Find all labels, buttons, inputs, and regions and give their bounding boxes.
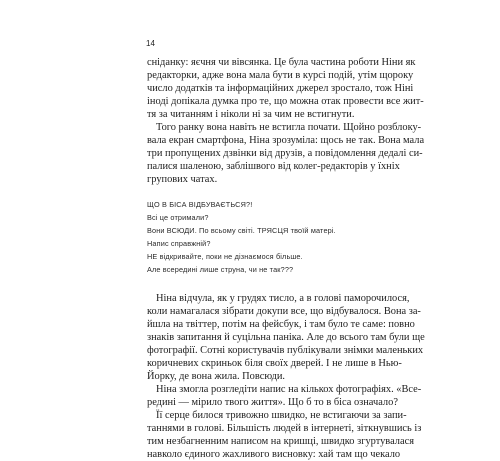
chat-message: Вони ВСЮДИ. По всьому світі. ТРЯСЦЯ твоїй матері. <box>147 226 336 235</box>
text-line: тим незбагненним написом на кришці, швидко згуртувалася <box>147 436 414 447</box>
text-line: сніданку: яєчня чи вівсянка. Це була частина роботи Ніни як <box>147 57 416 68</box>
text-line: редині — мірило твого життя». Що б то в біса означало? <box>147 397 398 408</box>
text-line: палися шаленою, заблішвого від колег-редакторів у їхніх <box>147 161 400 172</box>
chat-message: НЕ відкривайте, поки не дізнаємося більше. <box>147 252 303 261</box>
chat-message: ЩО В БІСА ВІДБУВАЄТЬСЯ?! <box>147 200 253 209</box>
text-line: три пропущених дзвінки від друзів, а повідомлення дедалі си- <box>147 148 423 159</box>
text-line: іноді допікала думка про те, що можна отак провести все жит- <box>147 96 424 107</box>
text-line: коричневих скриньок біля своїх дверей. І не лише в Нью- <box>147 358 402 369</box>
text-line: Ніна змогла розгледіти напис на кількох фотографіях. «Все- <box>156 384 422 395</box>
text-line: йшла на твіттер, потім на фейсбук, і там було те саме: повно <box>147 319 415 330</box>
text-line: редакторки, адже вона мала бути в курсі подій, утім щороку <box>147 70 414 81</box>
chat-message: Всі це отримали? <box>147 213 209 222</box>
chat-message: Але всередині лише струна, чи не так??? <box>147 265 294 274</box>
text-line: групових чатах. <box>147 174 218 185</box>
text-line: навколо єдиного жахливого висновку: хай там що чекало <box>147 449 401 460</box>
text-line: вала екран смартфона, Ніна зрозуміла: щось не так. Вона мала <box>147 135 425 146</box>
text-line: число додатків та інформаційних джерел зростало, тож Ніні <box>147 83 414 94</box>
text-line: коли намагалася зібрати докупи все, що відбувалося. Вона за- <box>147 306 421 317</box>
text-line: Йорку, де вона жила. Повсюди. <box>147 371 286 382</box>
page-number: 14 <box>146 39 155 48</box>
text-line: фотографії. Сотні користувачів публікували знімки маленьких <box>147 345 424 356</box>
chat-message: Напис справжній? <box>147 239 211 248</box>
text-line: Ніна відчула, як у грудях тисло, а в голові паморочилося, <box>156 293 410 304</box>
text-line: Її серце билося тривожно швидко, не встигаючи за запи- <box>156 410 407 421</box>
text-line: тя за читанням і ніколи ні за чим не встигнути. <box>147 109 355 120</box>
text-line: Того ранку вона навіть не встигла почати. Щойно розблоку- <box>156 122 422 133</box>
text-line: знаків запитання й суцільна паніка. Але до всього там були ще <box>147 332 425 343</box>
text-line: таннями в голові. Більшість людей в інтернеті, зіткнувшись із <box>147 423 422 434</box>
